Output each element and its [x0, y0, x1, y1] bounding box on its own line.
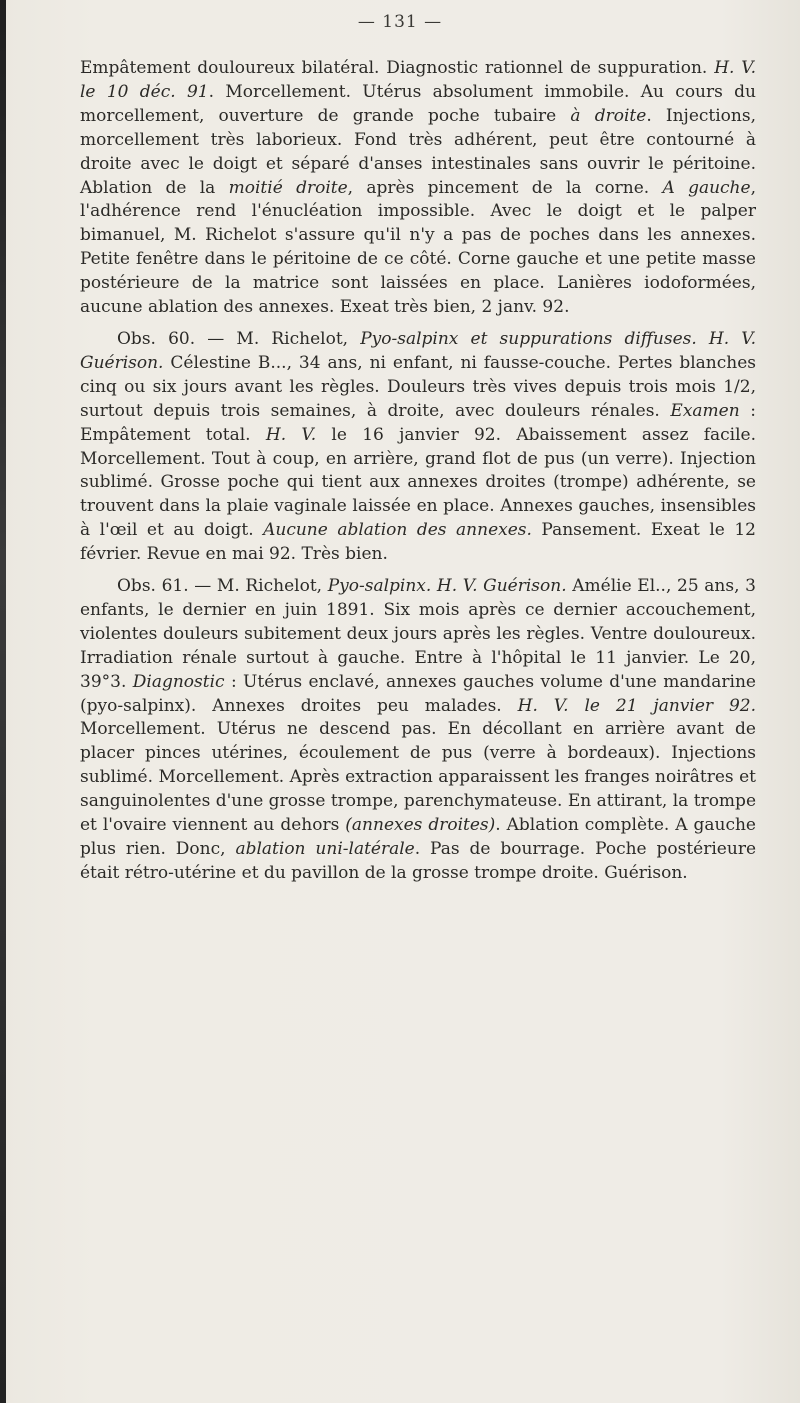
- text-segment: Célestine B..., 34 ans, ni enfant, ni fausse-couche. Pertes blanches cinq ou six jours avant les règles. Douleurs très vives depuis trois mois 1/2, surtout depuis trois semaines, à droite, avec douleurs rénales.: [80, 352, 756, 421]
- text-segment: Amélie El.., 25 ans, 3 enfants, le dernier en juin 1891. Six mois après ce dernier accouchement, violentes douleurs subitement deux jours après les règles. Ventre douloureux. Irradiation rénale surtout à gauche. Entre à l'hôpital le 11 janvier. Le 20, 39°3.: [80, 576, 756, 692]
- text-segment: : Utérus enclavé, annexes gauches volume d'une mandarine (pyo-salpinx). Annexes droites peu malades.: [80, 671, 756, 716]
- text-segment: Empâtement douloureux bilatéral. Diagnostic rationnel de suppuration.: [80, 58, 715, 78]
- text-segment: Aucune ablation des annexes.: [263, 520, 532, 541]
- text-segment: . Injections, morcellement très laborieux. Fond très adhérent, peut être contourné à droite avec le doigt et séparé d'anses intestinales sans ouvrir le péritoine. Ablation de la: [80, 105, 756, 198]
- text-segment: ablation uni-latérale: [235, 839, 415, 859]
- text-segment: A gauche: [662, 177, 751, 198]
- text-segment: Diagnostic: [132, 671, 225, 692]
- text-segment: , l'adhérence rend l'énucléation impossible. Avec le doigt et le palper bimanuel, M. Richelot s'assure qu'il n'y a pas de poches dans les annexes. Petite fenêtre dans le péritoine de ce côté. Corne gauche et une petite masse postérieure de la matrice sont laissées en place. Lanières iodoformées, aucune ablation des annexes. Exeat très bien, 2 janv. 92.: [80, 177, 756, 318]
- text-segment: , après pincement de la corne.: [347, 177, 663, 198]
- text-segment: Pyo-salpinx. H. V. Guérison.: [327, 576, 567, 597]
- text-segment: Morcellement. Utérus ne descend pas. En décollant en arrière avant de placer pinces utérines, écoulement de pus (verre à bordeaux). Injections sublimé. Morcellement. Après extraction apparaissent les franges noirâtres et sanguinolentes d'une grosse trompe, parenchymateuse. En attirant, la trompe et l'ovaire viennent au dehors: [80, 719, 756, 836]
- text-segment: (annexes droites): [345, 815, 496, 836]
- text-segment: le 16 janvier 92. Abaissement assez facile. Morcellement. Tout à coup, en arrière, grand flot de pus (un verre). Injection sublimé. Grosse poche qui tient aux annexes droites (trompe) adhérente, se trouvent dans la plaie vaginale laissée en place. Annexes gauches, insensibles à l'œil et au doigt.: [80, 424, 756, 541]
- text-segment: Pansement. Exeat le 12 février. Revue en mai 92. Très bien.: [80, 520, 756, 565]
- text-segment: Obs. 61. — M. Richelot,: [117, 576, 328, 597]
- text-segment: H. V. le 21 janvier 92.: [517, 695, 756, 716]
- text-segment: moitié droite: [228, 177, 348, 198]
- text-segment: : Empâtement total.: [80, 400, 756, 445]
- text-segment: Pyo-salpinx et suppurations diffuses. H. V. Guérison.: [80, 328, 756, 373]
- page-number: — 131 —: [357, 12, 443, 32]
- text-segment: . Pas de bourrage. Poche postérieure était rétro-utérine et du pavillon de la grosse trompe droite. Guérison.: [80, 839, 757, 883]
- text-segment: H. V.: [265, 424, 317, 445]
- text-segment: Examen: [670, 400, 740, 421]
- text-segment: . Morcellement. Utérus absolument immobile. Au cours du morcellement, ouverture de grande poche tubaire: [80, 81, 757, 126]
- text-segment: . Ablation complète. A gauche plus rien. Donc,: [80, 815, 756, 859]
- text-segment: à droite: [570, 105, 647, 126]
- page-binding-edge: [0, 0, 6, 1403]
- paragraph-obs-60: [80, 328, 756, 567]
- paragraph-1: [80, 57, 756, 320]
- text-segment: H. V. le 10 déc. 91: [80, 58, 756, 102]
- text-segment: Obs. 60. — M. Richelot,: [117, 328, 361, 349]
- paragraph-obs-61: [80, 575, 756, 886]
- body-text: [80, 57, 756, 886]
